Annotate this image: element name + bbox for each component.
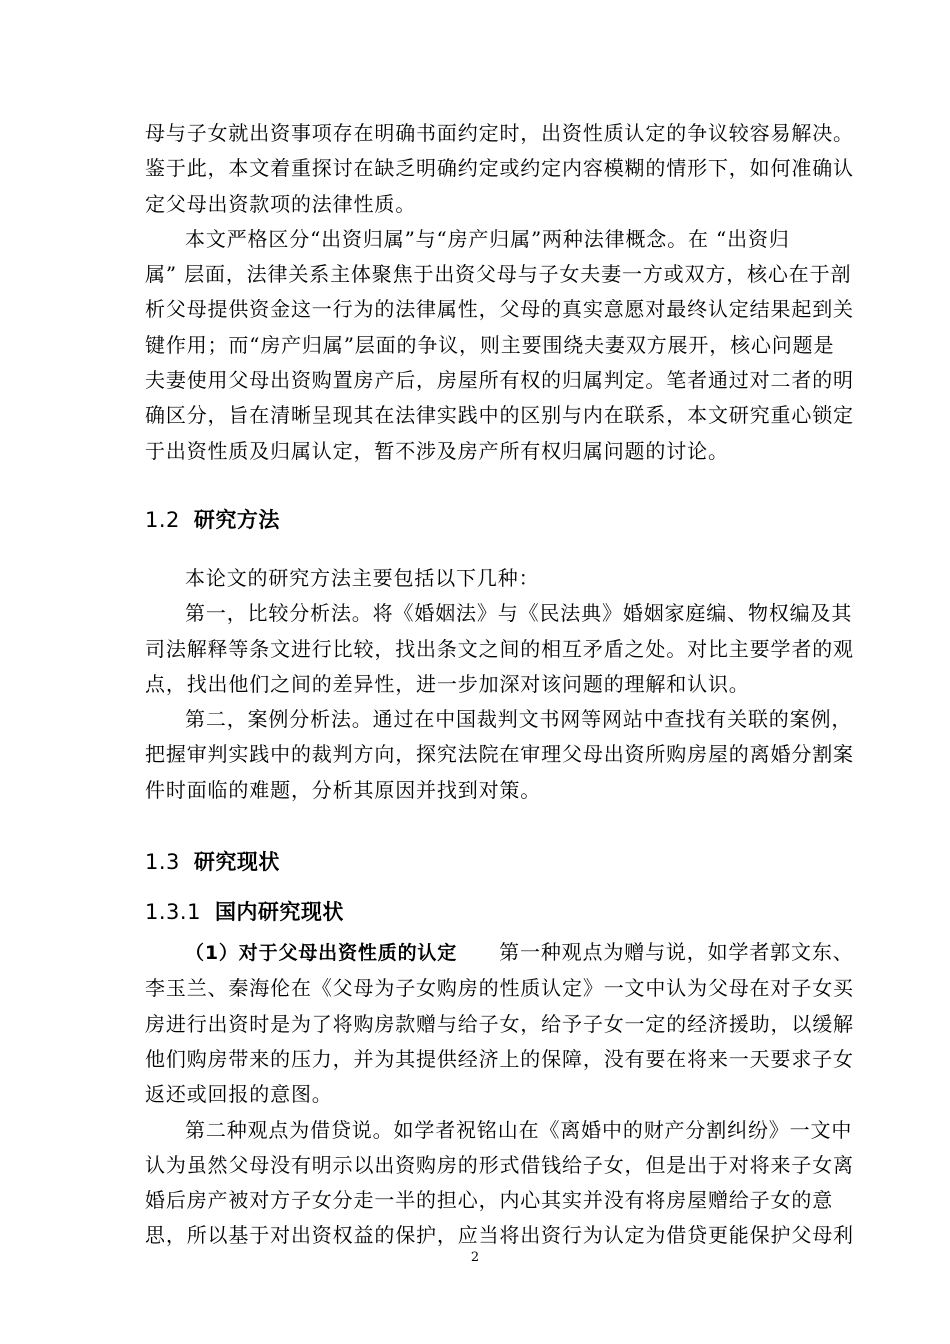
- text-line: 件时面临的难题，分析其原因并找到对策。: [145, 777, 542, 802]
- text-line: 属” 层面，法律关系主体聚焦于出资父母与子女夫妻一方或双方，核心在于剖: [145, 262, 852, 287]
- text-line: 夫妻使用父母出资购置房产后，房屋所有权的归属判定。笔者通过对二者的明: [145, 368, 854, 393]
- paragraph-distinction: [145, 222, 854, 469]
- text-line: 司法解释等条文进行比较，找出条文之间的相互矛盾之处。对比主要学者的观: [145, 636, 854, 661]
- text-line: 返还或回报的意图。: [145, 1082, 333, 1107]
- text-line: 确区分，旨在清晰呈现其在法律实践中的区别与内在联系，本文研究重心锁定: [145, 403, 854, 428]
- text-line: 把握审判实践中的裁判方向，探究法院在审理父母出资所购房屋的离婚分割案: [145, 742, 854, 767]
- text-line: 本论文的研究方法主要包括以下几种：: [185, 565, 540, 590]
- subsection-number: 1.3.1: [145, 900, 201, 925]
- run-in-heading: （1）对于父母出资性质的认定: [185, 942, 458, 965]
- text-line: 鉴于此，本文着重探讨在缺乏明确约定或约定内容模糊的情形下，如何准确认: [145, 156, 854, 181]
- text-line: 认为虽然父母没有明示以出资购房的形式借钱给子女，但是出于对将来子女离: [145, 1152, 854, 1177]
- text-line: 母与子女就出资事项存在明确书面约定时，出资性质认定的争议较容易解决。: [145, 121, 854, 145]
- text-line: 婚后房产被对方子女分走一半的担心，内心其实并没有将房屋赠给子女的意: [145, 1188, 834, 1213]
- text-line: 键作用；而“房产归属”层面的争议，则主要围绕夫妻双方展开，核心问题是: [145, 332, 835, 357]
- section-title: 研究方法: [193, 507, 280, 532]
- document-page: [145, 116, 854, 1254]
- text-line: 第二，案例分析法。通过在中国裁判文书网等网站中查找有关联的案例，: [185, 707, 853, 732]
- section-title: 研究现状: [193, 850, 280, 875]
- text-line: 定父母出资款项的法律性质。: [145, 191, 417, 216]
- text-line: 思，所以基于对出资权益的保护，应当将出资行为认定为借贷更能保护父母利: [145, 1223, 854, 1248]
- text-line: 于出资性质及归属认定，暂不涉及房产所有权归属问题的讨论。: [145, 438, 729, 463]
- section-heading-1-2: [145, 505, 807, 535]
- paragraph-scope-conclusion: [145, 116, 854, 222]
- subsection-heading-1-3-1: [145, 897, 807, 927]
- text-line: 点，找出他们之间的差异性，进一步加深对该问题的理解和认识。: [145, 671, 750, 696]
- text-line: 本文严格区分“出资归属”与“房产归属”两种法律概念。在 “出资归: [185, 226, 790, 251]
- page-number: 2: [470, 1250, 480, 1265]
- text-segment: 第一种观点为赠与说，如学者郭文东、: [499, 940, 854, 965]
- text-line: [145, 935, 854, 971]
- text-line: 房进行出资时是为了将购房款赠与给子女，给予子女一定的经济援助，以缓解: [145, 1011, 854, 1036]
- subsection-title: 国内研究现状: [214, 900, 344, 925]
- paragraph-loan-theory: [145, 1113, 854, 1254]
- text-line: 第一，比较分析法。将《婚姻法》与《民法典》婚姻家庭编、物权编及其: [185, 601, 853, 626]
- section-number: 1.2: [145, 507, 180, 532]
- paragraph-method-case: [145, 702, 854, 808]
- paragraph-gift-theory: [145, 935, 854, 1112]
- section-number: 1.3: [145, 850, 180, 875]
- text-line: 李玉兰、秦海伦在《父母为子女购房的性质认定》一文中认为父母在对子女买: [145, 976, 854, 1001]
- paragraph-methods-intro: [145, 561, 807, 596]
- text-line: 第二种观点为借贷说。如学者祝铭山在《离婚中的财产分割纠纷》一文中: [185, 1117, 853, 1142]
- paragraph-method-comparative: [145, 596, 854, 702]
- section-heading-1-3: [145, 847, 807, 877]
- text-line: 他们购房带来的压力，并为其提供经济上的保障，没有要在将来一天要求子女: [145, 1046, 854, 1071]
- text-line: 析父母提供资金这一行为的法律属性，父母的真实意愿对最终认定结果起到关: [145, 297, 854, 322]
